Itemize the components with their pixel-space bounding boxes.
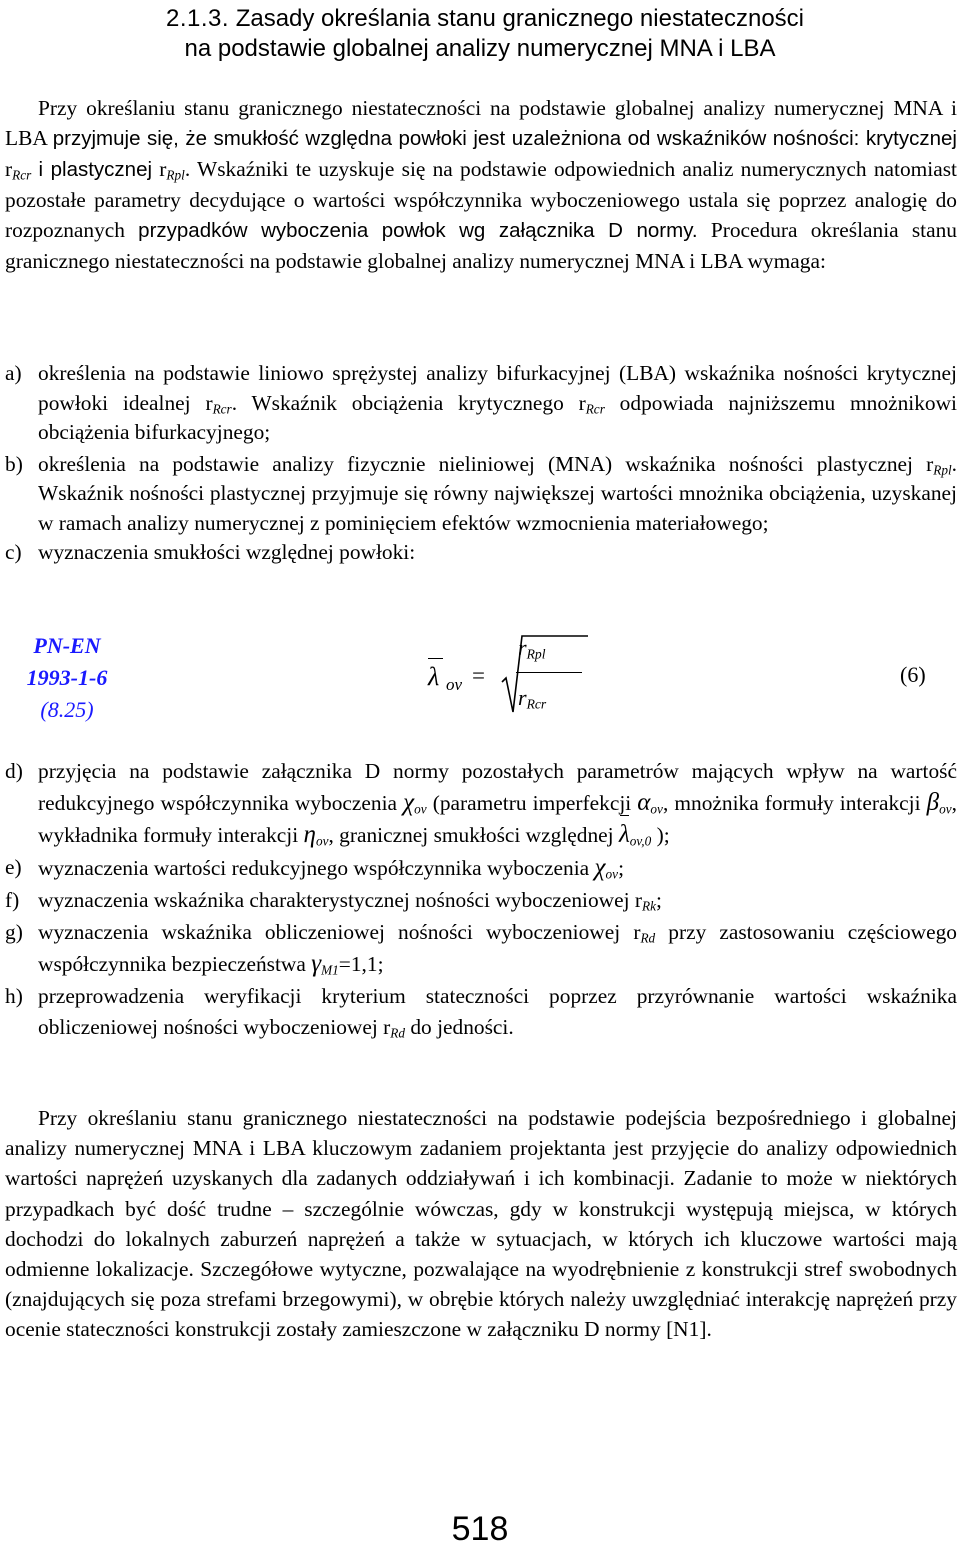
r-symbol: r (926, 451, 934, 476)
chi-symbol: χ (594, 854, 606, 881)
item-text: wyznaczenia smukłości względnej powłoki: (38, 540, 416, 564)
list-item-f: f) wyznaczenia wskaźnika charakterystycznej nośności wyboczeniowej $r_{Rk}$; (5, 885, 957, 916)
r-subscript: Rcr (12, 167, 32, 183)
section-title-2: na podstawie globalnej analizy numerycznej MNA i LBA (184, 35, 776, 62)
heading-line-1 (0, 4, 960, 34)
item-text: odpowiada najniższemu mnożnikowi obciążenia bifurkacyjnego; (38, 390, 957, 444)
item-text: . Wskaźnik nośności plastycznej przyjmuje się równy największej wartości mnożnika obciążenia, uzyskanej w ramach analizy numerycznej z pominięciem efektów wzmocnienia materiałowego; (38, 451, 957, 535)
item-label: b) (5, 451, 23, 476)
item-text: . Wskaźnik obciążenia krytycznego (231, 390, 564, 415)
standard-reference (8, 630, 126, 726)
numerator: $r_{Rpl}$ (518, 635, 546, 662)
closing-text: Przy określaniu stanu granicznego niestateczności na podstawie podejścia bezpośredniego i globalnej analizy numerycznej MNA i LBA kluczowym zadaniem projektanta jest przyjęcie do analizy odpowiednich wartości naprężeń uzyskanych dla zadanych oddziaływań i ich kombinacji. Zadanie to może w niektórych przypadkach być dość trudne – szczególnie wówczas, gdy w konstrukcji występują miejsca, w których dochodzi do lokalnych zaburzeń naprężeń a także w sytuacjach, w których ich kluczowe wartości mają odmienne lokalizacje. Szczegółowe wytyczne, pozwalające na wyodrębnienie z konstrukcji stref swobodnych (znajdujących się poza strefami brzegowymi), w obrębie których należy uwzględniać interakcję naprężeń przy ocenie stateczności konstrukcji zostały zamieszczone w załączniku D normy [N1]. (5, 1106, 957, 1342)
lambda-symbol: λ (428, 662, 440, 691)
fraction-bar (516, 672, 582, 673)
r-symbol: r (634, 888, 643, 912)
section-title-1: Zasady określania stanu granicznego niestateczności (235, 5, 805, 32)
item-text: przyjęcia na podstawie załącznika D normy pozostałych parametrów mających wpływ na wartość redukcyjnego współczynnika wyboczenia (38, 759, 957, 815)
gamma-symbol: γ (311, 950, 322, 977)
item-label: h) (5, 984, 23, 1008)
r-subscript: Rcr (585, 400, 605, 416)
r-subscript: Rcr (212, 400, 232, 416)
equation-number: (6) (900, 662, 926, 687)
item-text: do jedności. (410, 1015, 514, 1039)
intro-text-2: przyjmuje się, że smukłość względna powłoki jest uzależniona od wskaźników nośności: krytycznej (52, 127, 957, 150)
item-text: , wykładnika formuły interakcji (38, 791, 957, 847)
item-label: f) (5, 888, 20, 912)
reference-line-1: PN-EN (33, 633, 101, 658)
intro-and: i plastycznej (38, 158, 153, 181)
page-number: 518 (451, 1510, 509, 1548)
beta-symbol: β (926, 789, 940, 816)
list-item-h: h) przeprowadzenia weryfikacji kryterium stateczności poprzez przyrównanie wartości wskaźnika obliczeniowej nośności wyboczeniowej $r_{Rd}$ do jedności. (5, 981, 957, 1043)
alpha-symbol: α (637, 789, 651, 816)
item-label: c) (5, 540, 22, 564)
item-text: (parametru imperfekcji (432, 791, 632, 815)
item-text: wyznaczenia wskaźnika obliczeniowej nośności wyboczeniowej (38, 920, 621, 944)
item-text: określenia na podstawie liniowo sprężystej analizy bifurkacyjnej (LBA) wskaźnika nośności krytycznej powłoki idealnej (38, 361, 957, 415)
closing-paragraph (5, 1103, 957, 1345)
item-text: , granicznej smukłości względnej (328, 823, 614, 847)
r-symbol: r (383, 1015, 391, 1039)
lambda-symbol: λ (619, 819, 630, 851)
intro-text-4: przypadków wyboczenia powłok wg załącznika D normy. (138, 219, 698, 242)
denominator: $r_{Rcr}$ (518, 685, 547, 712)
list-item-g: g) wyznaczenia wskaźnika obliczeniowej nośności wyboczeniowej $r_{Rd}$ przy zastosowaniu częściowego współczynnika bezpieczeństwa $\gamma_{M1}=1,1$; (5, 917, 957, 980)
lambda-subscript: ov (446, 675, 463, 694)
intro-dot: . (184, 157, 191, 181)
item-label: a) (5, 361, 22, 385)
item-label: g) (5, 920, 23, 944)
r-symbol: r (5, 157, 13, 181)
reference-line-2: 1993-1-6 (26, 665, 108, 690)
item-text: wyznaczenia wskaźnika charakterystycznej nośności wyboczeniowej (38, 888, 630, 912)
item-label: e) (5, 855, 22, 879)
section-number: 2.1.3. (165, 5, 230, 32)
r-symbol: r (578, 390, 586, 415)
intro-text-5: Procedura określania stanu granicznego niestateczności na podstawie globalnej analizy numerycznej MNA i LBA wymaga: (5, 218, 957, 273)
r-subscript: Rpl (166, 167, 185, 183)
requirements-list-2 (5, 755, 957, 1044)
intro-paragraph (5, 93, 957, 276)
item-label: d) (5, 759, 23, 783)
r-symbol: r (159, 157, 167, 181)
equals-sign: = (472, 663, 485, 688)
intro-text-3: Wskaźniki te uzyskuje się na podstawie odpowiednich analiz numerycznych natomiast pozostałe parametry decydujące o wartości współczynnika wyboczeniowego ustala się poprzez analogię do rozpoznanych (5, 157, 957, 242)
intro-text-1: Przy określaniu stanu granicznego niestateczności na podstawie globalnej analizy numerycznej MNA i LBA (5, 96, 957, 150)
formula-6 (420, 630, 620, 720)
list-item-c (5, 538, 957, 568)
item-text: ); (656, 823, 670, 847)
list-item-a (5, 359, 957, 448)
r-subscript: Rpl (933, 461, 952, 477)
r-symbol: r (205, 390, 213, 415)
reference-line-3: (8.25) (40, 697, 94, 722)
list-item-b (5, 450, 957, 539)
requirements-list (5, 359, 957, 568)
list-item-d: d) przyjęcia na podstawie załącznika D normy pozostałych parametrów mających wpływ na wartość redukcyjnego współczynnika wyboczenia $\chi_{ov}$ (parametru imperfekcji $\alpha_{ov}$, mnożnika formuły interakcji $\beta_{ov}$, wykładnika formuły interakcji $\eta_{ov}$, granicznej smukłości względnej $\lambda_{ov,0}$ ); (5, 755, 957, 851)
chi-symbol: χ (403, 789, 415, 816)
item-text: , mnożnika formuły interakcji (662, 791, 921, 815)
eta-symbol: η (303, 821, 316, 848)
r-symbol: r (633, 920, 641, 944)
section-heading (0, 4, 960, 64)
item-text: wyznaczenia wartości redukcyjnego współczynnika wyboczenia (38, 856, 590, 880)
lambda-bar (428, 658, 443, 659)
item-text: przeprowadzenia weryfikacji kryterium stateczności poprzez przyrównanie wartości wskaźnika obliczeniowej nośności wyboczeniowej (38, 984, 957, 1039)
item-text: określenia na podstawie analizy fizycznie nieliniowej (MNA) wskaźnika nośności plastycznej (38, 451, 913, 476)
list-item-e: e) wyznaczenia wartości redukcyjnego współczynnika wyboczenia $\chi_{ov}$; (5, 854, 625, 882)
item-text: przy zastosowaniu częściowego współczynnika bezpieczeństwa (38, 920, 957, 976)
